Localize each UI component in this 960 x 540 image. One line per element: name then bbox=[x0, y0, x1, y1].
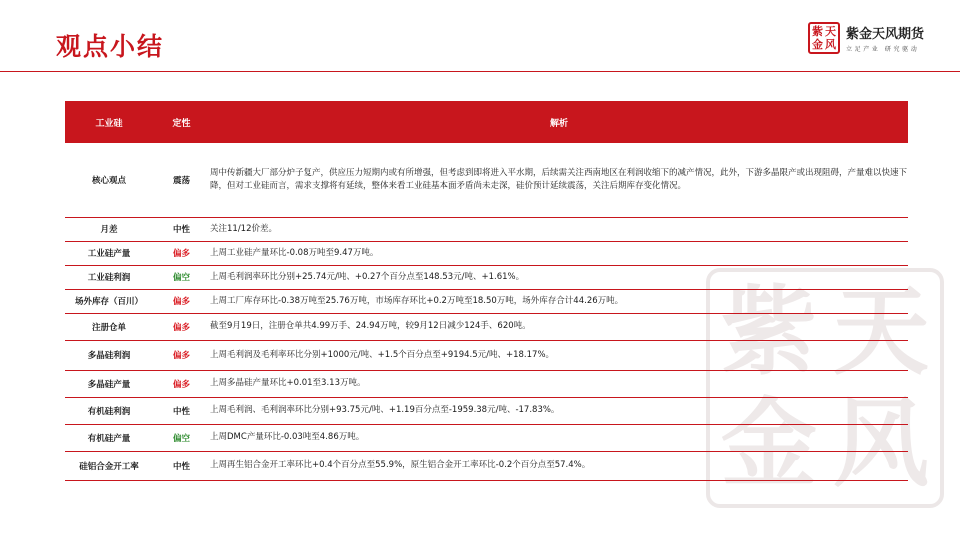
row-stance: 偏多 bbox=[153, 289, 210, 313]
row-stance: 偏多 bbox=[153, 313, 210, 340]
company-logo bbox=[808, 22, 958, 56]
header-item: 工业硅 bbox=[65, 101, 153, 143]
row-analysis: 上周再生铝合金开工率环比+0.4个百分点至55.9%，原生铝合金开工率环比-0.2个百分点至57.4%。 bbox=[210, 451, 908, 480]
row-analysis: 上周多晶硅产量环比+0.01至3.13万吨。 bbox=[210, 370, 908, 397]
row-stance: 中性 bbox=[153, 217, 210, 241]
row-item-label: 有机硅产量 bbox=[65, 424, 153, 451]
row-item-label: 多晶硅利润 bbox=[65, 340, 153, 370]
row-stance: 中性 bbox=[153, 451, 210, 480]
table-row bbox=[65, 217, 908, 241]
row-stance: 震荡 bbox=[153, 143, 210, 217]
row-item-label: 注册仓单 bbox=[65, 313, 153, 340]
title-divider bbox=[0, 71, 960, 72]
row-analysis: 上周工厂库存环比-0.38万吨至25.76万吨，市场库存环比+0.2万吨至18.50万吨，场外库存合计44.26万吨。 bbox=[210, 289, 908, 313]
row-stance: 偏多 bbox=[153, 241, 210, 265]
table-row bbox=[65, 370, 908, 397]
row-analysis: 上周工业硅产量环比-0.08万吨至9.47万吨。 bbox=[210, 241, 908, 265]
company-name: 紫金天风期货 bbox=[846, 27, 925, 42]
table-row bbox=[65, 397, 908, 424]
row-item-label: 核心观点 bbox=[65, 143, 153, 217]
company-slogan: 立足产业 研究驱动 bbox=[846, 46, 920, 53]
header-stance: 定性 bbox=[153, 101, 210, 143]
table-row bbox=[65, 451, 908, 480]
row-stance: 偏多 bbox=[153, 370, 210, 397]
row-analysis: 上周毛利润率环比分别+25.74元/吨、+0.27个百分点至148.53元/吨、+1.61%。 bbox=[210, 265, 908, 289]
row-analysis: 周中传新疆大厂部分炉子复产，供应压力短期内或有所增强，但考虑到即将进入平水期，后续需关注西南地区在利润收缩下的减产情况，此外，下游多晶限产或出现阻碍，产量难以快速下降，但对工业硅而言，需求支撑将有延续，整体来看工业硅基本面矛盾尚未走深，硅价预计延续震荡，关注后期库存变化情况。 bbox=[210, 143, 908, 217]
table-row bbox=[65, 340, 908, 370]
table-row bbox=[65, 265, 908, 289]
header-analysis: 解析 bbox=[210, 101, 908, 143]
row-analysis: 关注11/12价差。 bbox=[210, 217, 908, 241]
table-header-row bbox=[65, 101, 908, 143]
table-row bbox=[65, 289, 908, 313]
row-item-label: 有机硅利润 bbox=[65, 397, 153, 424]
row-item-label: 工业硅产量 bbox=[65, 241, 153, 265]
table-row bbox=[65, 143, 908, 217]
row-analysis: 截至9月19日，注册仓单共4.99万手、24.94万吨，较9月12日减少124手、620吨。 bbox=[210, 313, 908, 340]
table-row bbox=[65, 424, 908, 451]
summary-table bbox=[65, 101, 908, 481]
row-analysis: 上周毛利润及毛利率环比分别+1000元/吨、+1.5个百分点至+9194.5元/吨、+18.17%。 bbox=[210, 340, 908, 370]
row-stance: 偏空 bbox=[153, 265, 210, 289]
row-analysis: 上周毛利润、毛利润率环比分别+93.75元/吨、+1.19百分点至-1959.38元/吨、-17.83%。 bbox=[210, 397, 908, 424]
row-stance: 偏多 bbox=[153, 340, 210, 370]
row-item-label: 月差 bbox=[65, 217, 153, 241]
row-stance: 中性 bbox=[153, 397, 210, 424]
row-stance: 偏空 bbox=[153, 424, 210, 451]
table-row bbox=[65, 241, 908, 265]
row-item-label: 工业硅利润 bbox=[65, 265, 153, 289]
row-analysis: 上周DMC产量环比-0.03吨至4.86万吨。 bbox=[210, 424, 908, 451]
row-item-label: 场外库存（百川） bbox=[65, 289, 153, 313]
page-title: 观点小结 bbox=[56, 32, 165, 61]
table-row bbox=[65, 313, 908, 340]
seal-watermark-icon: 紫 天 金 风 bbox=[706, 268, 944, 508]
logo-seal-icon: 紫 天 金 风 bbox=[808, 22, 840, 54]
row-item-label: 多晶硅产量 bbox=[65, 370, 153, 397]
row-item-label: 硅铝合金开工率 bbox=[65, 451, 153, 480]
